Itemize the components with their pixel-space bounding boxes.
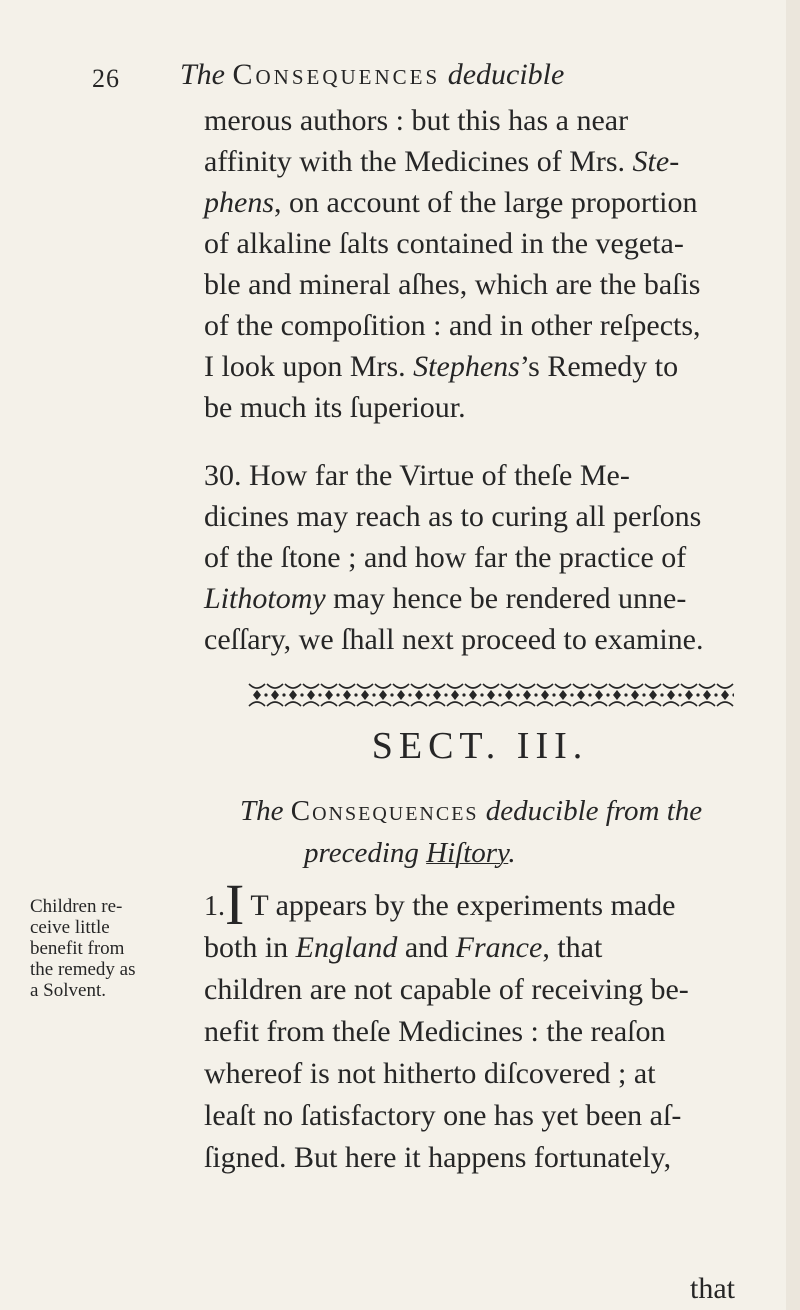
running-head-the: The [180,58,225,91]
running-head-deducible: deducible [447,58,565,91]
ornament-motif [717,684,734,706]
text-line [204,927,734,969]
text-line [204,305,734,346]
ornament-motif [519,684,538,706]
ornament-motif [483,684,502,706]
text-segment: preceding [304,837,427,869]
text-line [204,455,734,496]
section-subtitle [240,790,780,874]
text-segment: , on account of the large proportion [274,186,698,219]
drop-capital: I [225,872,245,937]
text-segment: Consequences [290,795,479,827]
ornament-motif [339,684,358,706]
text-segment: ble and mineral aſhes, which are the baſis [204,268,701,301]
running-head [180,58,564,92]
text-line [204,1137,734,1179]
text-line [204,223,734,264]
text-segment: children are not capable of receiving be- [204,973,689,1006]
ornament-motif [429,684,448,706]
ornament-motif [249,684,268,706]
ornament-motif [357,684,376,706]
ornament-motif [663,684,682,706]
text-segment: whereof is not hitherto diſcovered ; at [204,1057,656,1090]
section-heading: SECT. III. [371,725,589,767]
text-segment: merous authors : but this has a near [204,104,629,137]
ornament-motif [591,684,610,706]
ornament-motif [555,684,574,706]
text-segment: be much its ſuperiour. [204,391,466,424]
text-segment: nefit from theſe Medicines : the reaſon [204,1015,666,1048]
text-segment: of the ſtone ; and how far the practice of [204,541,687,574]
text-line [204,1095,734,1137]
text-segment: I look upon Mrs. [204,350,414,383]
text-segment: deducible from the [478,795,703,827]
text-line [204,496,734,537]
text-line [240,790,780,832]
margin-note-line: Children re- [30,896,123,917]
text-line [204,141,734,182]
paragraph-1-body [204,927,734,1179]
text-segment [284,795,291,827]
text-segment: , that [542,931,603,964]
margin-note-line: a Solvent. [30,980,106,1001]
ornament-motif [537,684,556,706]
text-segment: The [240,795,284,827]
text-segment: dicines may reach as to curing all perſons [204,500,702,533]
text-line [204,1011,734,1053]
ornament-motif [573,684,592,706]
text-line [204,182,734,223]
text-line [204,537,734,578]
ornament-motif [303,684,322,706]
margin-note-line: the remedy as [30,959,136,980]
ornament-motif [699,684,718,706]
text-segment: phens [204,186,274,219]
paragraph-30 [204,455,734,660]
ornament-motif [411,684,430,706]
ornament-motif [321,684,340,706]
text-segment: England [295,931,398,964]
text-line [204,619,734,660]
text-segment: . [508,837,516,869]
text-segment: leaſt no ſatisfactory one has yet been aſ- [204,1099,682,1132]
paragraph-1-first-line [204,872,734,937]
marginal-note [30,896,200,1001]
text-segment: 30. How far the Virtue of theſe Me- [204,459,630,492]
ornament-motif [681,684,700,706]
text-segment: and [397,931,456,964]
page-number: 26 [92,64,120,93]
text-segment: Ste- [632,145,680,178]
text-segment: of alkaline ſalts contained in the vegeta- [204,227,684,260]
text-line [240,832,780,874]
text-line [204,264,734,305]
text-segment: ſigned. But here it happens fortunately, [204,1141,672,1174]
margin-note-line: benefit from [30,938,125,959]
ornament-motif [393,684,412,706]
text-segment: Lithotomy [204,582,326,615]
ornament-motif [609,684,628,706]
ornament-icon [248,680,734,710]
catchword: that [690,1272,735,1305]
text-segment: affinity with the Medicines of Mrs. [204,145,633,178]
text-line [204,1053,734,1095]
text-line [204,578,734,619]
page-edge-shadow [786,0,800,1310]
page-header [0,56,800,96]
ornament-motif [285,684,304,706]
decorative-ornament-band [248,680,734,710]
ornament-motif [501,684,520,706]
margin-note-line: ceive little [30,917,110,938]
text-line [204,387,734,428]
paragraph-continuation [204,100,734,428]
text-segment: France [455,931,543,964]
paragraph-number: 1. [204,891,225,922]
ornament-motif [375,684,394,706]
text-segment: ceſſary, we ſhall next proceed to examine. [204,623,704,656]
text-segment: ’s Remedy to [519,350,679,383]
text-segment: may hence be rendered unne- [325,582,687,615]
ornament-motif [465,684,484,706]
text-line [204,969,734,1011]
text-segment: Stephens [413,350,520,383]
ornament-motif [627,684,646,706]
running-head-consequences: Consequences [232,58,441,91]
ornament-motif [267,684,286,706]
text-segment: both in [204,931,296,964]
text-segment: of the compoſition : and in other reſpects, [204,309,701,342]
first-line-text: T appears by the experiments made [250,889,676,922]
text-line [204,100,734,141]
text-line [204,346,734,387]
paragraph-1 [204,872,734,1179]
ornament-motif [447,684,466,706]
text-segment: Hiſtory [426,837,509,869]
ornament-motif [645,684,664,706]
